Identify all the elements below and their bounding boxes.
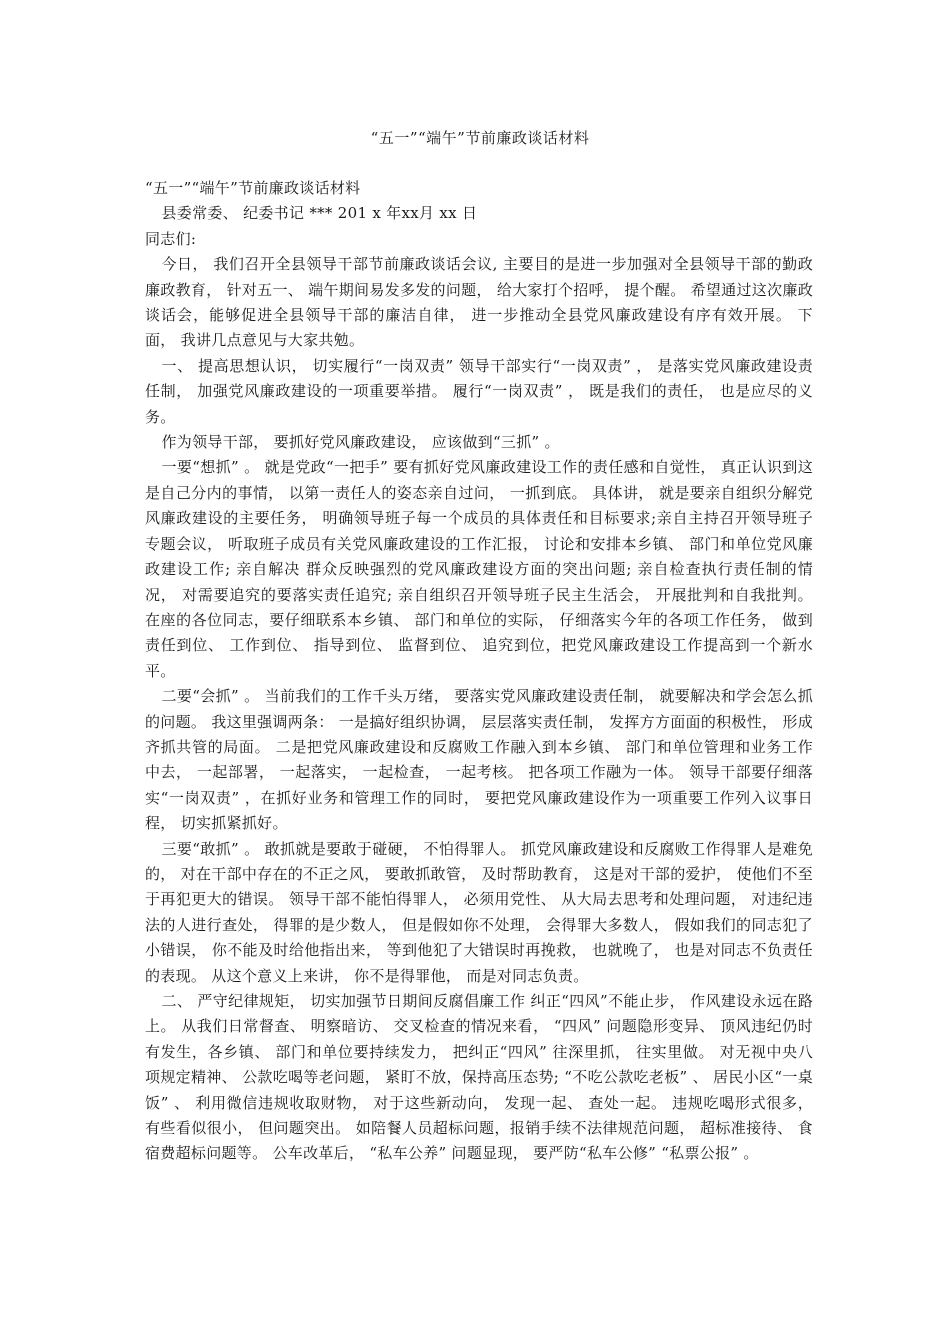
paragraph-section-one: 一、 提高思想认识， 切实履行“一岗双责” 领导干部实行“一岗双责” ， 是落实党风廉政建设责任制， 加强党风廉政建设的一项重要举措。 履行“一岗双责” ， 既是我们的责任， 也是应尽的义务。 xyxy=(145,356,813,426)
paragraph-want-to-grasp: 一要“想抓” 。 就是党政“一把手” 要有抓好党风廉政建设工作的责任感和自觉性， 真正认识到这是自己分内的事情， 以第一责任人的姿态亲自过问， 一抓到底。 具体讲， 就是要亲自组织分解党风廉政建设的主要任务， 明确领导班子每一个成员的具体责任和目标要求;亲自主持召开领导班子专题会议， 听取班子成员有关党风廉政建设的工作汇报， 讨论和安排本乡镇、 部门和单位党风廉政建设工作; 亲自解决 群众反映强烈的党风廉政建设方面的突出问题; 亲自检查执行责任制的情况， 对需要追究的要落实责任追究; 亲自组织召开领导班子民主生活会， 开展批判和自我批判。 在座的各位同志，要仔细联系本乡镇、 部门和单位的实际， 仔细落实今年的各项工作任务， 做到责任到位、 工作到位、 指导到位、 监督到位、 追究到位，把党风廉政建设工作提高到一个新水平。 xyxy=(145,458,813,680)
document-byline: 县委常委、 纪委书记 *** 201 x 年xx月 xx 日 xyxy=(161,204,478,223)
document-subtitle: “五一”“端午”节前廉政谈话材料 xyxy=(145,179,361,197)
paragraph-three-grasps: 作为领导干部， 要抓好党风廉政建设， 应该做到“三抓” 。 xyxy=(161,433,560,452)
paragraph-section-two: 二、 严守纪律规矩， 切实加强节日期间反腐倡廉工作 纠正“四风”不能止步， 作风建设永远在路上。 从我们日常督查、 明察暗访、 交叉检查的情况来看， “四风” 问题隐形变异、 顶风违纪仍时有发生，各乡镇、 部门和单位要持续发力， 把纠正“四风” 往深里抓， 往实里做。 对无视中央八项规定精神、 公款吃喝等老问题， 紧盯不放，保持高压态势; “不吃公款吃老板” 、 居民小区“一桌饭” 、 利用微信违规收取财物， 对于这些新动向， 发现一起、 查处一起。 违规吃喝形式很多， 有些看似很小， 但问题突出。 如陪餐人员超标问题，报销手续不法律规范问题， 超标准接待、 食宿费超标问题等。 公车改革后， “私车公养” 问题显现， 要严防“私车公修” “私票公报” 。 xyxy=(145,992,813,1163)
paragraph-dare-to-grasp: 三要“敢抓” 。 敢抓就是要敢于碰硬， 不怕得罪人。 抓党风廉政建设和反腐败工作得罪人是难免的， 对在干部中存在的不正之风， 要敢抓敢管， 及时帮助教育， 这是对干部的爱护， 使他们不至于再犯更大的错误。 领导干部不能怕得罪人， 必须用党性、 从大局去思考和处理问题， 对违纪违法的人进行查处， 得罪的是少数人， 但是假如你不处理， 会得罪大多数人， 假如我们的同志犯了小错误， 你不能及时给他指出来， 等到他犯了大错误时再挽救， 也就晚了， 也是对同志不负责任的表现。 从这个意义上来讲， 你不是得罪他， 而是对同志负责。 xyxy=(145,839,813,985)
salutation: 同志们: xyxy=(145,229,197,248)
paragraph-intro: 今日， 我们召开全县领导干部节前廉政谈话会议, 主要目的是进一步加强对全县领导干部的勤政廉政教育， 针对五一、 端午期间易发多发的问题， 给大家打个招呼， 提个醒。 希望通过这次廉政谈话会，能够促进全县领导干部的廉洁自律， 进一步推动全县党风廉政建设有序有效开展。 下面， 我讲几点意见与大家共勉。 xyxy=(145,255,813,350)
paragraph-know-how-to-grasp: 二要“会抓” 。 当前我们的工作千头万绪， 要落实党风廉政建设责任制， 就要解决和学会怎么抓的问题。 我这里强调两条： 一是搞好组织协调， 层层落实责任制， 发挥方方面面的积极性， 形成齐抓共管的局面。 二是把党风廉政建设和反腐败工作融入到本乡镇、 部门和单位管理和业务工作中去， 一起部署， 一起落实， 一起检查， 一起考核。 把各项工作融为一体。 领导干部要仔细落实“一岗双责” ，在抓好业务和管理工作的同时， 要把党风廉政建设作为一项重要工作列入议事日程， 切实抓紧抓好。 xyxy=(145,687,813,833)
document-body xyxy=(145,176,813,1167)
document-title: “五一”“端午”节前廉政谈话材料 xyxy=(370,129,590,147)
